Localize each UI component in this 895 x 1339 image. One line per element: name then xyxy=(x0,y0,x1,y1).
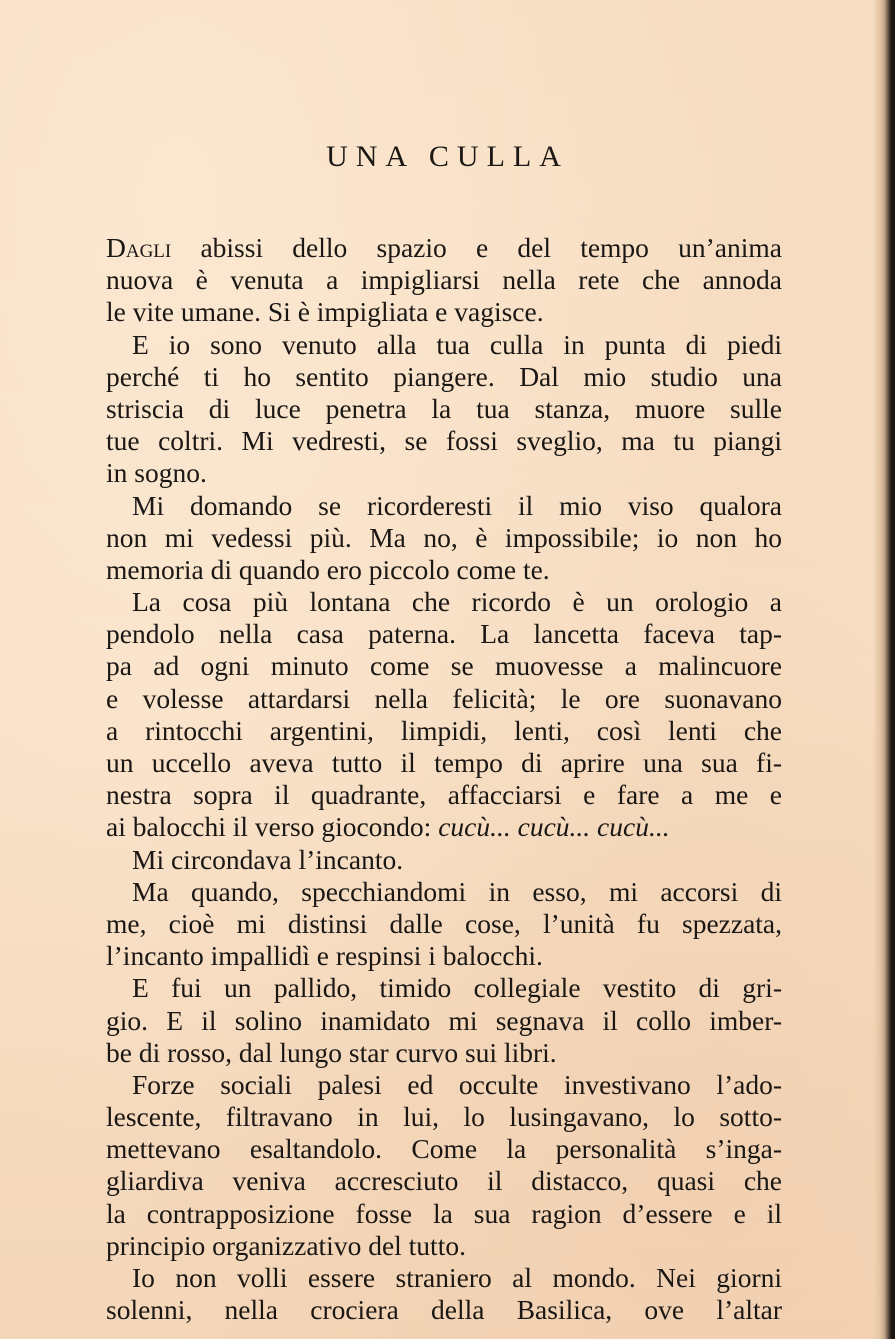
text-line: ai balocchi il verso giocondo: cucù... cucù... cucù... xyxy=(106,811,670,843)
text-line: solenni, nella crociera della Basilica, ove l’altar xyxy=(106,1294,782,1326)
text-line: pa ad ogni minuto come se muovesse a malincuore xyxy=(106,650,782,682)
text-line: Io non volli essere straniero al mondo. Nei giorni xyxy=(132,1262,782,1293)
chapter-title: UNA CULLA xyxy=(326,140,569,173)
text-line: mettevano esaltandolo. Come la personalità s’inga- xyxy=(106,1133,782,1165)
text-line: Mi circondava l’incanto. xyxy=(132,843,404,875)
text-line: non mi vedessi più. Ma no, è impossibile; io non ho xyxy=(106,521,782,553)
dropcap-word: Dagli xyxy=(106,232,172,263)
text-line: me, cioè mi distinsi dalle cose, l’unità fu spezzata, xyxy=(106,907,782,939)
text-line: Forze sociali palesi ed occulte investivano l’ado- xyxy=(132,1068,782,1100)
text-line: memoria di quando ero piccolo come te. xyxy=(106,553,550,585)
text-line: gliardiva veniva accresciuto il distacco, quasi che xyxy=(106,1165,782,1197)
text-line: principio organizzativo del tutto. xyxy=(106,1229,466,1261)
text-line: gio. E il solino inamidato mi segnava il collo imber- xyxy=(106,1004,782,1036)
text-line: striscia di luce penetra la tua stanza, muore sulle xyxy=(106,392,782,424)
text-line: be di rosso, dal lungo star curvo sui libri. xyxy=(106,1036,557,1068)
text-line: Ma quando, specchiandomi in esso, mi accorsi di xyxy=(132,875,782,907)
text-line: nestra sopra il quadrante, affacciarsi e fare a me e xyxy=(106,779,782,811)
text-line: la contrapposizione fosse la sua ragion d’essere e il xyxy=(106,1197,782,1229)
text-line: l’incanto impallidì e respinsi i balocchi. xyxy=(106,940,543,972)
text-line: perché ti ho sentito piangere. Dal mio studio una xyxy=(106,360,782,392)
text-line: le vite umane. Si è impigliata e vagisce. xyxy=(106,296,544,328)
text-line: tue coltri. Mi vedresti, se fossi sveglio, ma tu piangi xyxy=(106,425,782,457)
italic-text: cucù... cucù... cucù... xyxy=(438,811,670,843)
page-binding-edge xyxy=(873,0,895,1339)
text-line: pendolo nella casa paterna. La lancetta faceva tap- xyxy=(106,618,782,650)
text-line: a rintocchi argentini, limpidi, lenti, così lenti che xyxy=(106,714,782,746)
text-line: La cosa più lontana che ricordo è un orologio a xyxy=(132,586,782,618)
text-line: in sogno. xyxy=(106,457,207,489)
text-line: nuova è venuta a impigliarsi nella rete che annoda xyxy=(106,264,782,296)
text-line: e volesse attardarsi nella felicità; le ore suonavano xyxy=(106,682,782,714)
text-line: E io sono venuto alla tua culla in punta di piedi xyxy=(132,328,782,360)
text-line: Mi domando se ricorderesti il mio viso qualora xyxy=(132,489,782,521)
text-line: Dagli abissi dello spazio e del tempo un’anima xyxy=(106,232,782,263)
text-line: E fui un pallido, timido collegiale vestito di gri- xyxy=(132,972,782,1004)
text-line: un uccello aveva tutto il tempo di aprire una sua fi- xyxy=(106,747,782,778)
text-line: lescente, filtravano in lui, lo lusingavano, lo sotto- xyxy=(106,1101,782,1133)
body-text xyxy=(106,232,782,1326)
